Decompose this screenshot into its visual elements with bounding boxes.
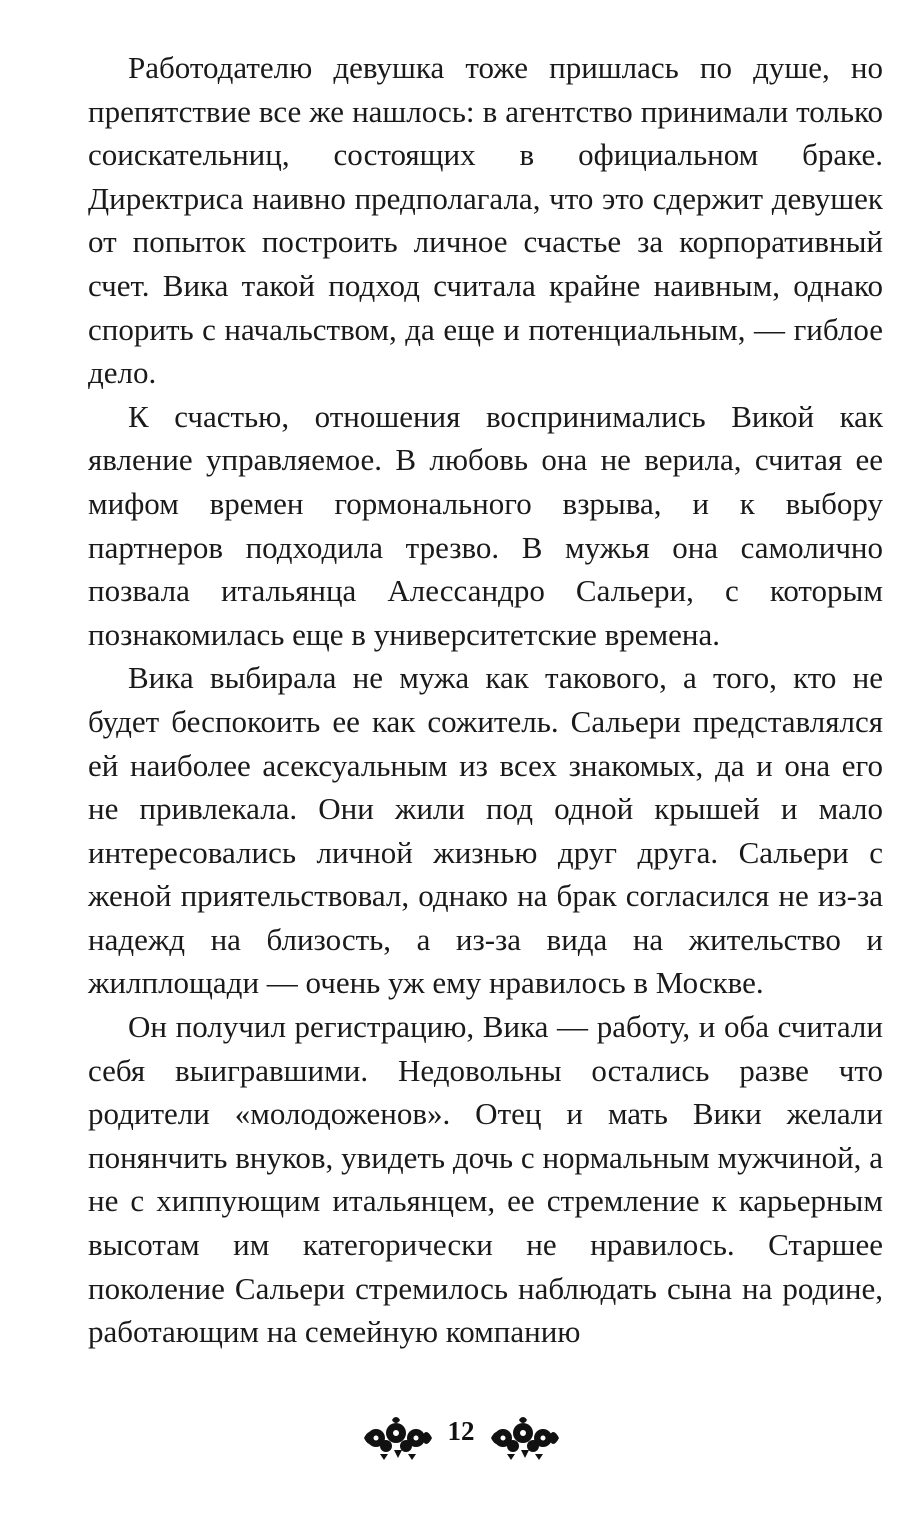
floral-ornament-left-icon <box>362 1416 434 1460</box>
paragraph-4: Он получил регистрацию, Вика — работу, и оба считали себя выигравшими. Недовольны остались разве что родители «молодоженов». Отец и мать Вики желали понянчить внуков, увидеть дочь с нормальным мужчиной, а не с хиппующим итальянцем, ее стремление к карьерным высотам им категорически не нравилось. Старшее поколение Сальери стремилось наблюдать сына на родине, работающим на семейную компанию <box>88 1009 883 1350</box>
page-footer <box>0 1408 922 1468</box>
page-number: 12 <box>447 1415 475 1446</box>
paragraph-1: Работодателю девушка тоже пришлась по душе, но препятствие все же нашлось: в агентство принимали только соискательниц, состоящих в официальном браке. Директриса наивно предполагала, что это сдержит девушек от попыток построить личное счастье за корпоративный счет. Вика такой подход считала крайне наивным, однако спорить с начальством, да еще и потенциальным, — гиблое дело. <box>88 50 883 391</box>
body-text <box>88 46 883 1354</box>
paragraph-3: Вика выбирала не мужа как такового, а того, кто не будет беспокоить ее как сожитель. Сальери представлялся ей наиболее асексуальным из всех знакомых, да и она его не привлекала. Они жили под одной крышей и мало интересовались личной жизнью друг друга. Сальери с женой приятельствовал, однако на брак согласился не из-за надежд на близость, а из-за вида на жительство и жилплощади — очень уж ему нравилось в Москве. <box>88 660 883 1001</box>
paragraph-2: К счастью, отношения воспринимались Викой как явление управляемое. В любовь она не верила, считая ее мифом времен гормонального взрыва, и к выбору партнеров подходила трезво. В мужья она самолично позвала итальянца Алессандро Сальери, с которым познакомилась еще в университетские времена. <box>88 398 883 652</box>
floral-ornament-right-icon <box>489 1416 561 1460</box>
